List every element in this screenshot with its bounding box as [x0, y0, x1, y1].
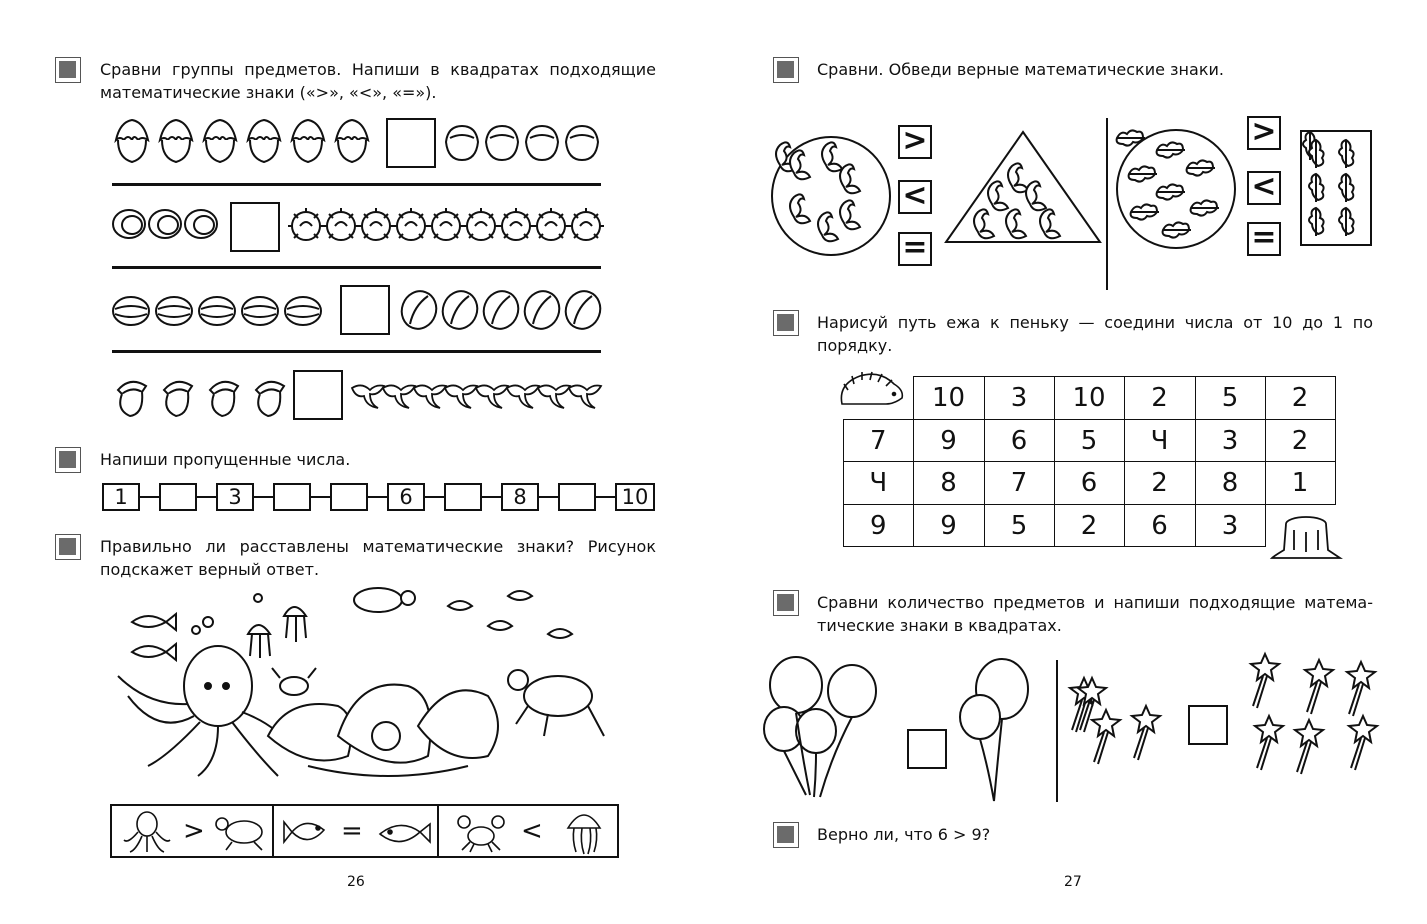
grid-cell[interactable]: 5	[1195, 377, 1265, 420]
divider	[112, 183, 601, 186]
sequence-cell[interactable]	[444, 483, 482, 511]
number-grid	[843, 376, 1336, 547]
acorn-group-icon	[112, 374, 290, 420]
right-task1-text: Сравни. Обведи верные математические знаки.	[817, 60, 1224, 79]
sequence-cell[interactable]	[558, 483, 596, 511]
chestnut-group-icon	[290, 208, 602, 244]
fish-icon	[376, 816, 432, 850]
grid-cell[interactable]: 9	[913, 505, 984, 547]
crab-icon	[456, 812, 506, 852]
connector	[539, 496, 558, 498]
right-task2-text: Нарисуй путь ежа к пеньку — соедини числа от 10 до 1 по порядку.	[817, 313, 1373, 355]
right-task4-text: Верно ли, что 6 > 9?	[817, 825, 991, 844]
sequence-cell[interactable]	[330, 483, 368, 511]
swans-triangle-icon	[944, 130, 1102, 244]
balloons-group-icon	[958, 657, 1030, 803]
divider	[112, 350, 601, 353]
sequence-cell: 1	[102, 483, 140, 511]
sign-equal[interactable]: =	[1247, 222, 1281, 256]
grid-cell[interactable]: 8	[1195, 462, 1265, 505]
fish-icon	[282, 812, 332, 852]
maple-seed-group-icon	[350, 380, 602, 410]
answer-box-balloons[interactable]	[907, 729, 947, 769]
octopus-icon	[122, 810, 172, 854]
grid-cell[interactable]: 5	[984, 505, 1054, 547]
connector	[254, 496, 273, 498]
nut-group-icon	[444, 124, 604, 164]
comparison-sign: <	[521, 816, 543, 846]
task-bullet	[773, 310, 799, 336]
answer-box-stars[interactable]	[1188, 705, 1228, 745]
connector	[197, 496, 216, 498]
grid-cell[interactable]: 6	[1124, 505, 1195, 547]
sign-greater[interactable]: >	[1247, 116, 1281, 150]
sequence-cell[interactable]	[159, 483, 197, 511]
vertical-divider	[1056, 660, 1058, 802]
answer-box-row2[interactable]	[230, 202, 280, 252]
sequence-cell: 3	[216, 483, 254, 511]
grid-cell[interactable]: 2	[1054, 505, 1124, 547]
grid-cell[interactable]: 9	[844, 505, 914, 547]
task-bullet	[773, 822, 799, 848]
task-bullet	[773, 57, 799, 83]
task-bullet	[55, 447, 81, 473]
comparison-sign: =	[341, 816, 363, 846]
right-task3-text: Сравни количество предметов и напиши подходящие матема-тические знаки в квадратах.	[817, 593, 1373, 635]
grid-cell[interactable]: 7	[984, 462, 1054, 505]
connector	[140, 496, 159, 498]
grid-cell[interactable]: 2	[1265, 377, 1335, 420]
sequence-cell: 6	[387, 483, 425, 511]
leaves-rectangle-icon	[1300, 130, 1372, 246]
grid-cell[interactable]: 10	[1054, 377, 1124, 420]
walnut-group-icon	[112, 295, 332, 329]
sequence-cell: 10	[615, 483, 655, 511]
table-divider	[437, 806, 439, 856]
page-number: 26	[347, 874, 365, 890]
sign-greater[interactable]: >	[898, 125, 932, 159]
task1-text: Сравни группы предметов. Напиши в квадратах подходящие математические знаки («>», «<», «=»).	[100, 60, 656, 102]
plum-group-icon	[400, 290, 600, 332]
page-number: 27	[1064, 874, 1082, 890]
star-wands-group-icon	[1070, 678, 1170, 778]
swans-circle-icon	[770, 135, 892, 257]
comparison-sign: >	[183, 816, 205, 846]
grid-cell[interactable]: 2	[1124, 462, 1195, 505]
grid-cell[interactable]: 8	[913, 462, 984, 505]
answer-box-row1[interactable]	[386, 118, 436, 168]
grid-cell[interactable]: 5	[1054, 420, 1124, 462]
sign-equal[interactable]: =	[898, 232, 932, 266]
table-divider	[272, 806, 274, 856]
grid-cell[interactable]: 2	[1265, 420, 1335, 462]
grid-cell[interactable]: 3	[1195, 505, 1265, 547]
hazelnut-group-icon	[112, 118, 382, 168]
connector	[425, 496, 444, 498]
connector	[368, 496, 387, 498]
grid-cell[interactable]: Ч	[844, 462, 914, 505]
sequence-cell: 8	[501, 483, 539, 511]
sea-scene-illustration	[108, 586, 618, 786]
grid-cell[interactable]: 3	[1195, 420, 1265, 462]
grid-cell[interactable]: 3	[984, 377, 1054, 420]
balloons-group-icon	[762, 655, 902, 805]
grid-cell[interactable]: 7	[844, 420, 914, 462]
grid-cell[interactable]: 6	[1054, 462, 1124, 505]
jellyfish-icon	[564, 808, 604, 856]
nut-group-icon	[112, 208, 222, 242]
task-bullet	[773, 590, 799, 616]
sequence-cell[interactable]	[273, 483, 311, 511]
star-wands-group-icon	[1245, 654, 1385, 788]
connector	[596, 496, 615, 498]
grid-cell[interactable]: 9	[913, 420, 984, 462]
sign-less[interactable]: <	[898, 180, 932, 214]
task2-text: Напиши пропущенные числа.	[100, 450, 351, 469]
grid-cell[interactable]: 6	[984, 420, 1054, 462]
stump-icon	[1270, 514, 1342, 560]
vertical-divider	[1106, 118, 1108, 290]
grid-cell[interactable]: 1	[1265, 462, 1335, 505]
grid-cell[interactable]: 2	[1124, 377, 1195, 420]
grid-cell[interactable]: Ч	[1124, 420, 1195, 462]
connector	[311, 496, 330, 498]
grid-cell[interactable]: 10	[913, 377, 984, 420]
task-bullet	[55, 534, 81, 560]
task-bullet	[55, 57, 81, 83]
task3-text: Правильно ли расставлены математические знаки? Рисунок подскажет верный ответ.	[100, 537, 656, 579]
answer-box-row4[interactable]	[293, 370, 343, 420]
divider	[112, 266, 601, 269]
leaves-circle-icon	[1115, 128, 1237, 250]
connector	[482, 496, 501, 498]
answer-box-row3[interactable]	[340, 285, 390, 335]
sign-less[interactable]: <	[1247, 171, 1281, 205]
turtle-icon	[214, 812, 266, 852]
